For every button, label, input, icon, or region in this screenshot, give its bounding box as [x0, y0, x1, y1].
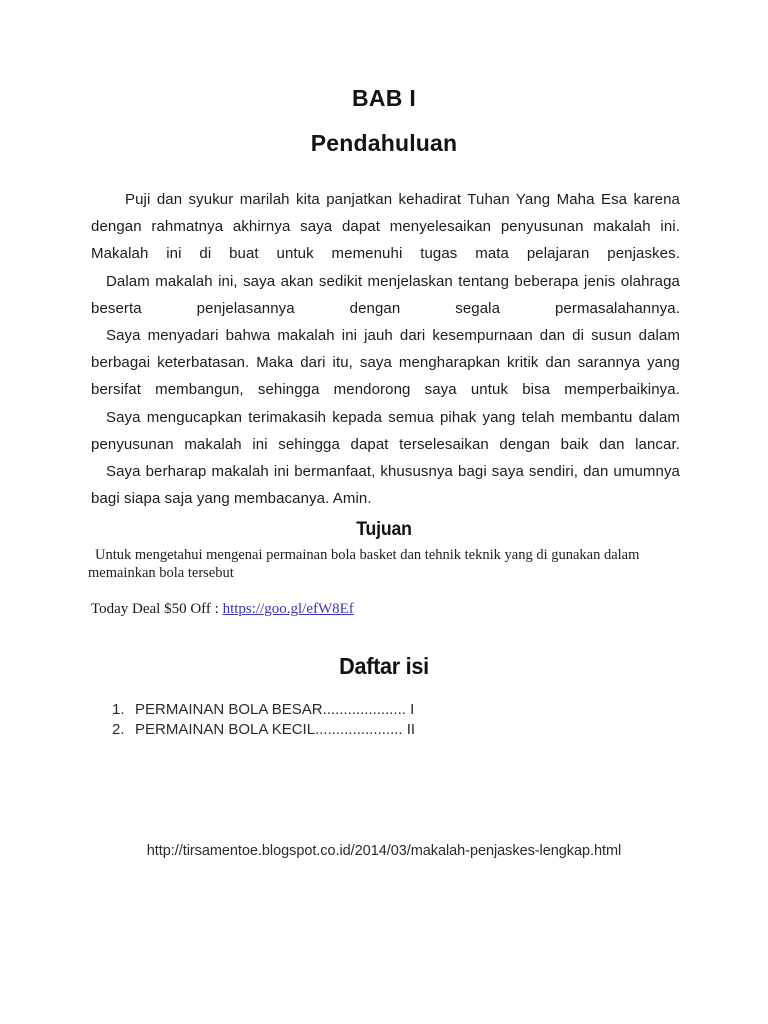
title-block	[0, 84, 768, 157]
list-item-title: PERMAINAN BOLA KECIL	[135, 720, 316, 738]
paragraph-1: Puji dan syukur marilah kita panjatkan kehadirat Tuhan Yang Maha Esa karena dengan rahmatnya akhirnya saya dapat menyelesaikan penyusunan makalah ini. Makalah ini di buat untuk memenuhi tugas mata pelajaran penjaskes.	[91, 191, 680, 263]
tujuan-heading: Tujuan	[356, 519, 412, 540]
deal-line	[91, 599, 354, 619]
page-subtitle: Pendahuluan	[310, 130, 458, 156]
list-item-title: PERMAINAN BOLA BESAR	[135, 701, 323, 718]
list-item-number: 1.	[112, 701, 125, 718]
daftar-isi-list	[112, 700, 532, 739]
list-item-leader: .....................	[315, 720, 403, 738]
list-item-number: 2.	[112, 720, 125, 738]
deal-link[interactable]: https://goo.gl/efW8Ef	[222, 601, 354, 617]
paragraph-5: Saya berharap makalah ini bermanfaat, khususnya bagi saya sendiri, dan umumnya bagi siapa saja yang membacanya. Amin.	[91, 463, 680, 508]
paragraph-2: Dalam makalah ini, saya akan sedikit menjelaskan tentang beberapa jenis olahraga beserta penjelasannya dengan segala permasalahannya.	[91, 272, 680, 317]
paragraph-4: Saya mengucapkan terimakasih kepada semua pihak yang telah membantu dalam penyusunan makalah ini sehingga dapat terselesaikan dengan baik dan lancar.	[91, 408, 680, 453]
page-title: BAB I	[351, 85, 417, 111]
footer-source-url: http://tirsamentoe.blogspot.co.id/2014/03/makalah-penjaskes-lengkap.html	[146, 843, 622, 859]
list-item	[112, 720, 532, 740]
list-item-page: I	[410, 701, 415, 718]
list-item-page: II	[406, 720, 416, 738]
deal-label: Today Deal $50 Off :	[91, 601, 219, 617]
paragraph-3: Saya menyadari bahwa makalah ini jauh dari kesempurnaan dan di susun dalam berbagai keterbatasan. Maka dari itu, saya mengharapkan kritik dan sarannya yang bersifat membangun, sehingga mendorong saya untuk bisa memperbaikinya.	[91, 327, 680, 399]
list-item	[112, 700, 532, 720]
body-text-block	[91, 186, 680, 512]
tujuan-paragraph: Untuk mengetahui mengenai permainan bola basket dan tehnik teknik yang di gunakan dalam memainkan bola tersebut	[88, 547, 640, 581]
list-item-leader: ....................	[322, 701, 406, 718]
daftar-isi-heading: Daftar isi	[339, 653, 429, 679]
